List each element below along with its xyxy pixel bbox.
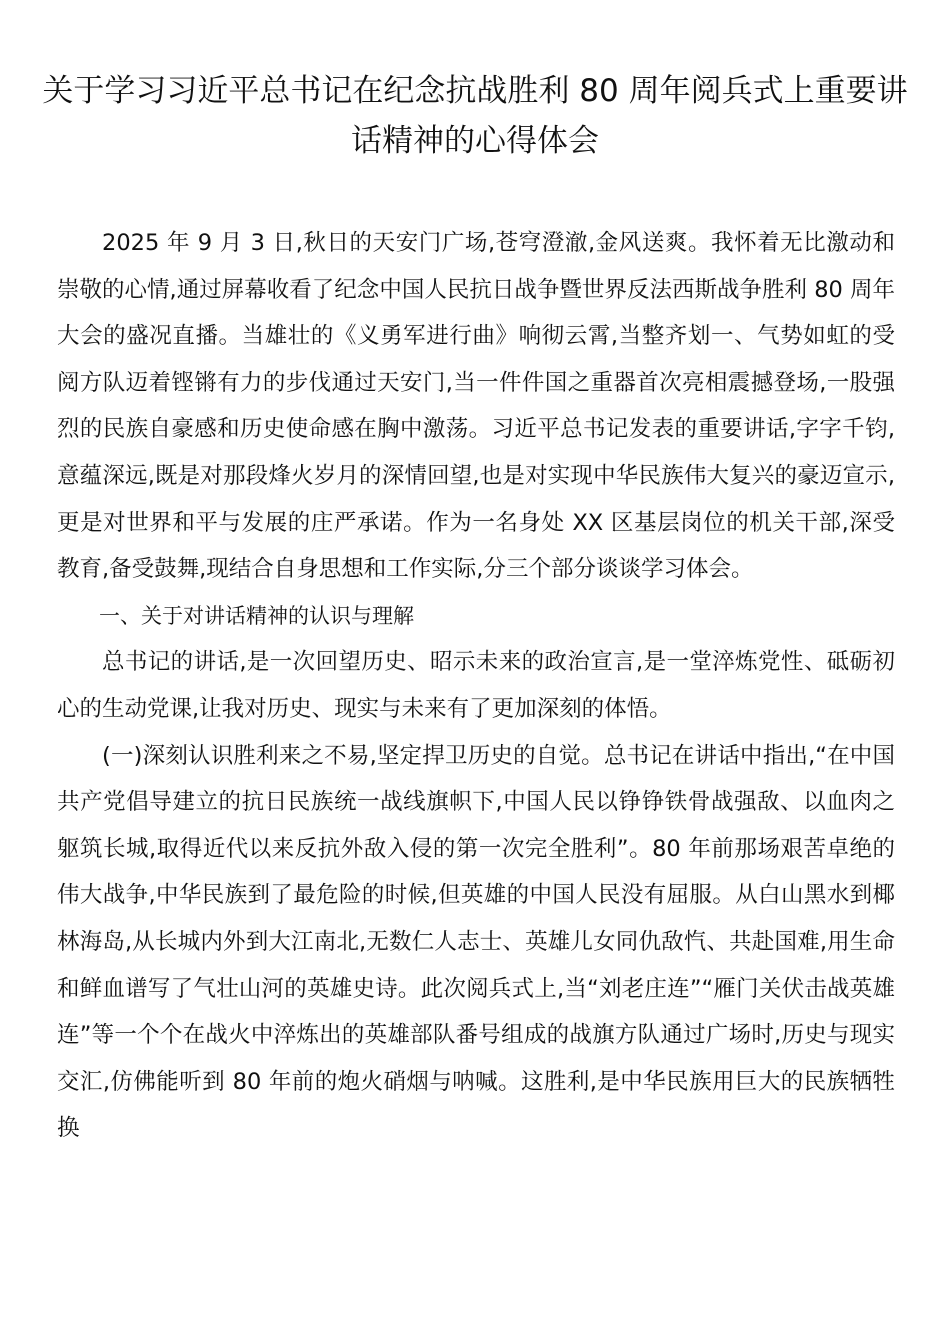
section-heading-1: 一、关于对讲话精神的认识与理解	[99, 603, 414, 628]
subsection-paragraph-1: (一)深刻认识胜利来之不易,坚定捍卫历史的自觉。总书记在讲话中指出,“在中国共产党倡导建立的抗日民族统一战线旗帜下,中国人民以铮铮铁骨战强敌、以血肉之躯筑长城,取得近代以来反抗外敌入侵的第一次完全胜利”。80 年前那场艰苦卓绝的伟大战争,中华民族到了最危险的时候,但英雄的中国人民没有屈服。从白山黑水到椰林海岛,从长城内外到大江南北,无数仁人志士、英雄儿女同仇敌忾、共赴国难,用生命和鲜血谱写了气壮山河的英雄史诗。此次阅兵式上,当“刘老庄连”“雁门关伏击战英雄连”等一个个在战火中淬炼出的英雄部队番号组成的战旗方队通过广场时,历史与现实交汇,仿佛能听到 80 年前的炮火硝烟与呐喊。这胜利,是中华民族用巨大的民族牺牲换	[57, 742, 895, 1142]
section-intro-paragraph: 总书记的讲话,是一次回望历史、昭示未来的政治宣言,是一堂淬炼党性、砥砺初心的生动党课,让我对历史、现实与未来有了更加深刻的体悟。	[57, 649, 895, 722]
intro-paragraph: 2025 年 9 月 3 日,秋日的天安门广场,苍穹澄澈,金风送爽。我怀着无比激动和崇敬的心情,通过屏幕收看了纪念中国人民抗日战争暨世界反法西斯战争胜利 80 周年大会的盛况直播。当雄壮的《义勇军进行曲》响彻云霄,当整齐划一、气势如虹的受阅方队迈着铿锵有力的步伐通过天安门,当一件件国之重器首次亮相震撼登场,一股强烈的民族自豪感和历史使命感在胸中激荡。习近平总书记发表的重要讲话,字字千钧,意蕴深远,既是对那段烽火岁月的深情回望,也是对实现中华民族伟大复兴的豪迈宣示,更是对世界和平与发展的庄严承诺。作为一名身处 XX 区基层岗位的机关干部,深受教育,备受鼓舞,现结合自身思想和工作实际,分三个部分谈谈学习体会。	[57, 230, 895, 583]
document-body	[57, 220, 895, 1152]
document-title: 关于学习习近平总书记在纪念抗战胜利 80 周年阅兵式上重要讲话精神的心得体会	[42, 73, 908, 159]
